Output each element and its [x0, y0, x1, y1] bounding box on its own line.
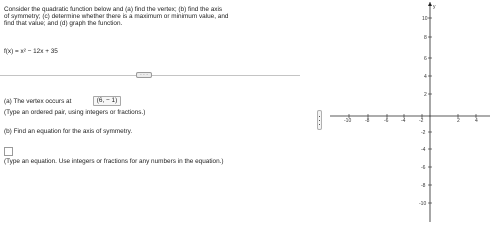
x-tick-label: -4 — [401, 118, 406, 124]
vertex-answer-field[interactable]: (6, − 1) — [93, 96, 121, 106]
y-tick-label: 8 — [424, 35, 427, 41]
function-expression: f(x) = x² − 12x + 35 — [4, 48, 58, 55]
part-a-label: (a) The vertex occurs at — [4, 98, 72, 105]
instructions-line-3: find that value; and (d) graph the function. — [4, 20, 123, 27]
x-tick-label: -8 — [365, 118, 370, 124]
part-b-note: (Type an equation. Use integers or fractions for any numbers in the equation.) — [4, 158, 224, 165]
part-b-label: (b) Find an equation for the axis of symmetry. — [4, 128, 133, 135]
show-more-button[interactable]: · · · — [136, 72, 152, 78]
x-tick-label: -2 — [419, 118, 424, 124]
part-a-note: (Type an ordered pair, using integers or fractions.) — [4, 109, 146, 116]
x-tick-label: 4 — [475, 118, 478, 124]
y-tick-label: 10 — [422, 16, 428, 22]
y-tick-label: -10 — [419, 201, 427, 207]
instructions-line-1: Consider the quadratic function below and (a) find the vertex; (b) find the axis — [4, 6, 223, 13]
y-tick-label: -2 — [421, 130, 426, 136]
x-tick-label: -10 — [344, 118, 352, 124]
y-axis-arrow-icon — [428, 2, 432, 6]
y-tick-label: 2 — [424, 92, 427, 98]
y-tick-label: -8 — [421, 183, 426, 189]
y-axis-label: y — [433, 4, 436, 10]
instructions-line-2: of symmetry; (c) determine whether there is a maximum or minimum value, and — [4, 13, 229, 20]
panel-resize-handle[interactable] — [317, 110, 322, 130]
x-tick-label: -6 — [384, 118, 389, 124]
y-tick-label: -4 — [421, 147, 426, 153]
x-tick-label: 2 — [457, 118, 460, 124]
y-tick-label: 4 — [424, 74, 427, 80]
coordinate-grid[interactable] — [330, 0, 490, 222]
y-tick-label: 6 — [424, 56, 427, 62]
axis-of-symmetry-answer-field[interactable] — [4, 147, 13, 156]
y-tick-label: -6 — [421, 165, 426, 171]
